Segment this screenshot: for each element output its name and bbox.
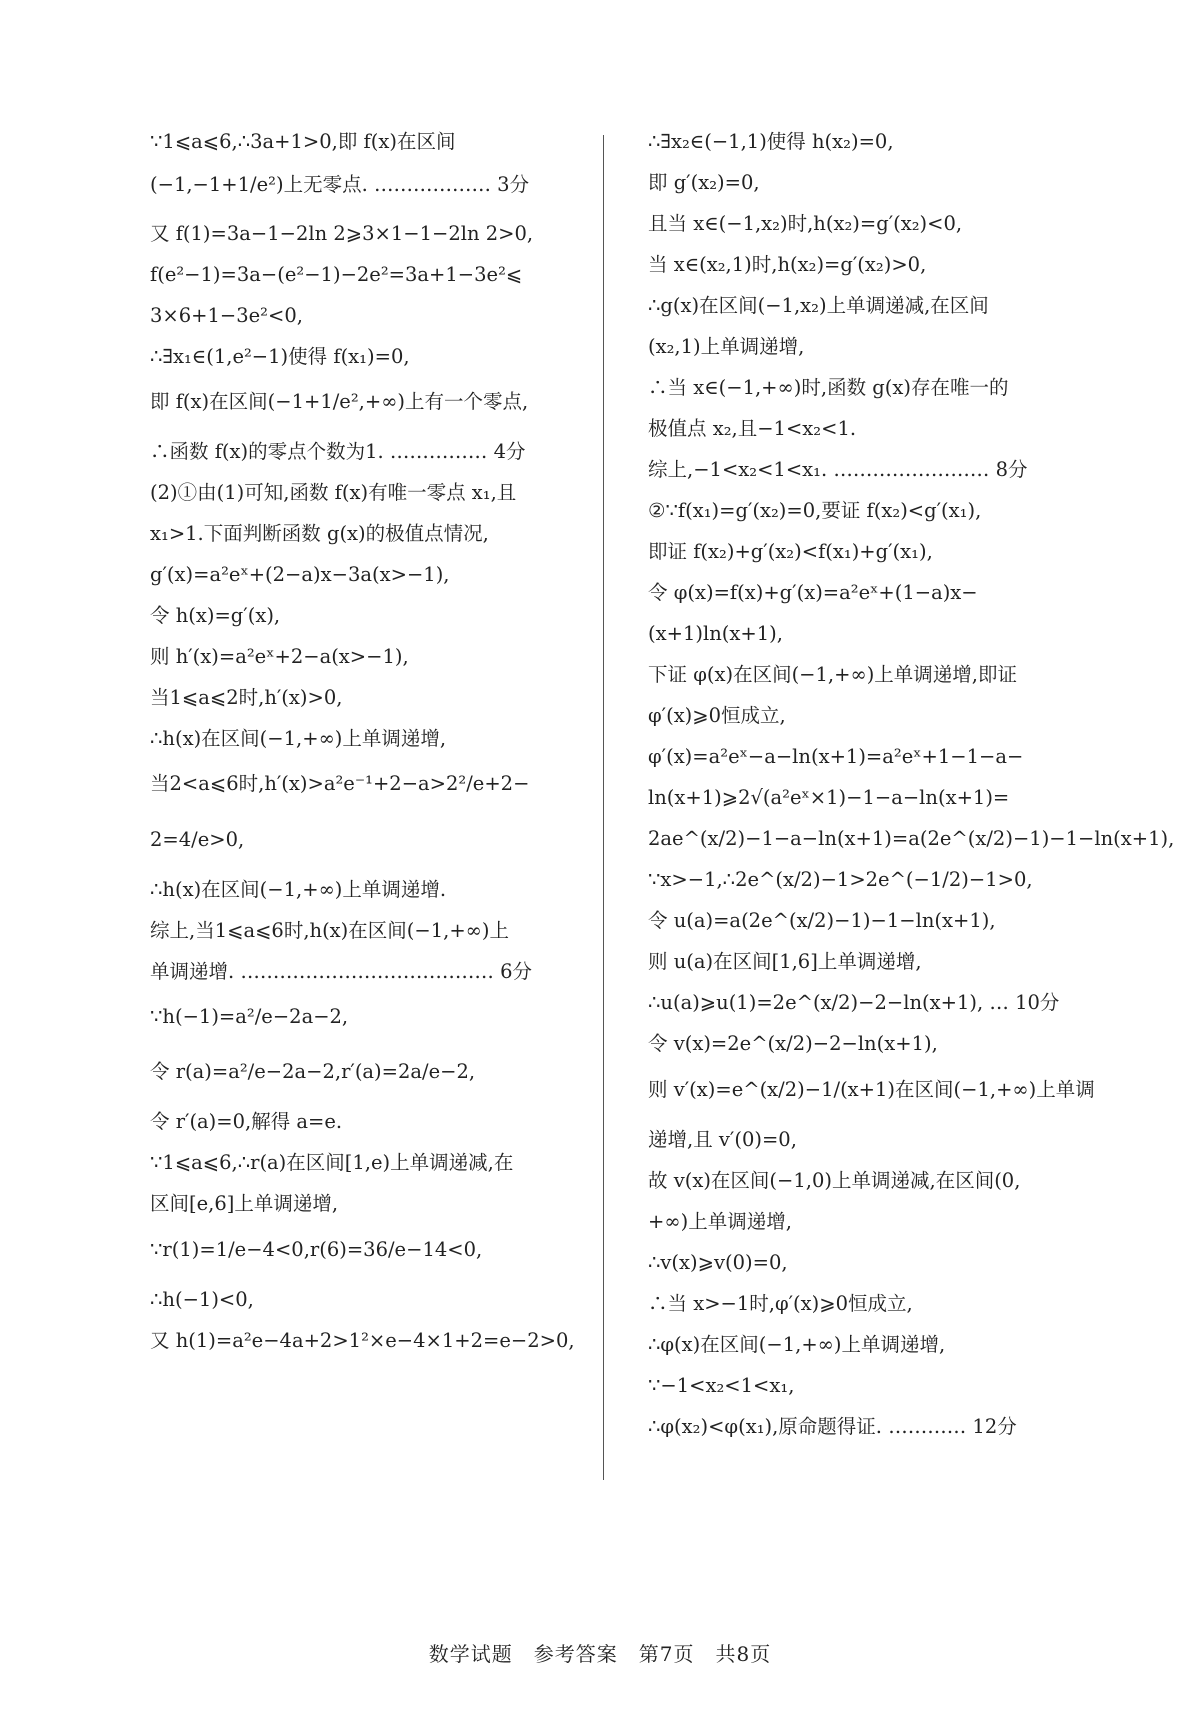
- left-line-15: ∴h(x)在区间(−1,+∞)上单调递增,: [150, 727, 447, 750]
- left-line-20: 单调递增. ………………………………… 6分: [150, 960, 533, 983]
- right-line-16: φ′(x)=a²eˣ−a−ln(x+1)=a²eˣ+1−1−a−: [648, 745, 1024, 768]
- left-line-5: 3×6+1−3e²<0,: [150, 304, 303, 327]
- right-line-12: 令 φ(x)=f(x)+g′(x)=a²eˣ+(1−a)x−: [648, 581, 978, 604]
- left-line-19: 综上,当1⩽a⩽6时,h(x)在区间(−1,+∞)上: [150, 919, 510, 942]
- left-line-8: ∴函数 f(x)的零点个数为1. …………… 4分: [150, 440, 526, 463]
- right-line-5: ∴g(x)在区间(−1,x₂)上单调递减,在区间: [648, 294, 989, 317]
- right-line-4: 当 x∈(x₂,1)时,h(x₂)=g′(x₂)>0,: [648, 253, 927, 276]
- right-line-31: ∵−1<x₂<1<x₁,: [648, 1374, 795, 1397]
- left-line-13: 则 h′(x)=a²eˣ+2−a(x>−1),: [150, 645, 409, 668]
- right-line-8: 极值点 x₂,且−1<x₂<1.: [648, 417, 857, 440]
- right-line-6: (x₂,1)上单调递增,: [648, 335, 805, 358]
- right-line-25: 递增,且 v′(0)=0,: [648, 1128, 797, 1151]
- left-line-10: x₁>1.下面判断函数 g(x)的极值点情况,: [150, 522, 489, 545]
- right-line-30: ∴φ(x)在区间(−1,+∞)上单调递增,: [648, 1333, 946, 1356]
- left-line-26: ∵r(1)=1/e−4<0,r(6)=36/e−14<0,: [150, 1238, 483, 1261]
- right-line-1: ∴∃x₂∈(−1,1)使得 h(x₂)=0,: [648, 130, 894, 153]
- right-line-21: 则 u(a)在区间[1,6]上单调递增,: [648, 950, 922, 973]
- left-line-23: 令 r′(a)=0,解得 a=e.: [150, 1110, 343, 1133]
- left-line-14: 当1⩽a⩽2时,h′(x)>0,: [150, 686, 343, 709]
- left-line-21: ∵h(−1)=a²/e−2a−2,: [150, 1005, 349, 1028]
- left-line-9: (2)①由(1)可知,函数 f(x)有唯一零点 x₁,且: [150, 481, 517, 504]
- left-line-6: ∴∃x₁∈(1,e²−1)使得 f(x₁)=0,: [150, 345, 410, 368]
- left-line-22: 令 r(a)=a²/e−2a−2,r′(a)=2a/e−2,: [150, 1060, 476, 1083]
- left-line-17: 2=4/e>0,: [150, 828, 245, 851]
- right-line-13: (x+1)ln(x+1),: [648, 622, 783, 645]
- left-line-3: 又 f(1)=3a−1−2ln 2⩾3×1−1−2ln 2>0,: [150, 222, 534, 245]
- right-line-27: +∞)上单调递增,: [648, 1210, 792, 1233]
- left-line-11: g′(x)=a²eˣ+(2−a)x−3a(x>−1),: [150, 563, 450, 586]
- right-line-32: ∴φ(x₂)<φ(x₁),原命题得证. ………… 12分: [648, 1415, 1017, 1438]
- right-line-22: ∴u(a)⩾u(1)=2e^(x/2)−2−ln(x+1), … 10分: [648, 991, 1060, 1014]
- page-footer: 数学试题 参考答案 第7页 共8页: [428, 1642, 772, 1666]
- right-line-11: 即证 f(x₂)+g′(x₂)<f(x₁)+g′(x₁),: [648, 540, 933, 563]
- right-line-3: 且当 x∈(−1,x₂)时,h(x₂)=g′(x₂)<0,: [648, 212, 963, 235]
- right-line-10: ②∵f(x₁)=g′(x₂)=0,要证 f(x₂)<g′(x₁),: [648, 499, 982, 522]
- left-line-4: f(e²−1)=3a−(e²−1)−2e²=3a+1−3e²⩽: [150, 263, 523, 286]
- right-line-15: φ′(x)⩾0恒成立,: [648, 704, 786, 727]
- left-line-24: ∵1⩽a⩽6,∴r(a)在区间[1,e)上单调递减,在: [150, 1151, 514, 1174]
- right-line-20: 令 u(a)=a(2e^(x/2)−1)−1−ln(x+1),: [648, 909, 996, 932]
- left-line-1: ∵1⩽a⩽6,∴3a+1>0,即 f(x)在区间: [150, 130, 456, 153]
- left-line-7: 即 f(x)在区间(−1+1/e²,+∞)上有一个零点,: [150, 390, 529, 413]
- right-line-24: 则 v′(x)=e^(x/2)−1/(x+1)在区间(−1,+∞)上单调: [648, 1078, 1095, 1101]
- right-line-19: ∵x>−1,∴2e^(x/2)−1>2e^(−1/2)−1>0,: [648, 868, 1033, 891]
- left-line-27: ∴h(−1)<0,: [150, 1288, 254, 1311]
- left-line-18: ∴h(x)在区间(−1,+∞)上单调递增.: [150, 878, 447, 901]
- left-line-12: 令 h(x)=g′(x),: [150, 604, 281, 627]
- column-divider: [603, 135, 604, 1480]
- right-line-28: ∴v(x)⩾v(0)=0,: [648, 1251, 788, 1274]
- right-line-2: 即 g′(x₂)=0,: [648, 171, 760, 194]
- right-line-9: 综上,−1<x₂<1<x₁. …………………… 8分: [648, 458, 1028, 481]
- left-line-16: 当2<a⩽6时,h′(x)>a²e⁻¹+2−a>2²/e+2−: [150, 772, 530, 795]
- right-line-14: 下证 φ(x)在区间(−1,+∞)上单调递增,即证: [648, 663, 1018, 686]
- right-line-29: ∴当 x>−1时,φ′(x)⩾0恒成立,: [648, 1292, 913, 1315]
- left-line-2: (−1,−1+1/e²)上无零点. ……………… 3分: [150, 173, 530, 196]
- right-line-23: 令 v(x)=2e^(x/2)−2−ln(x+1),: [648, 1032, 938, 1055]
- left-line-28: 又 h(1)=a²e−4a+2>1²×e−4×1+2=e−2>0,: [150, 1329, 575, 1352]
- right-line-7: ∴当 x∈(−1,+∞)时,函数 g(x)存在唯一的: [648, 376, 1009, 399]
- right-line-18: 2ae^(x/2)−1−a−ln(x+1)=a(2e^(x/2)−1)−1−ln(x+1),: [648, 827, 1175, 850]
- right-line-17: ln(x+1)⩾2√(a²eˣ×1)−1−a−ln(x+1)=: [648, 786, 1010, 809]
- left-line-25: 区间[e,6]上单调递增,: [150, 1192, 339, 1215]
- right-line-26: 故 v(x)在区间(−1,0)上单调递减,在区间(0,: [648, 1169, 1021, 1192]
